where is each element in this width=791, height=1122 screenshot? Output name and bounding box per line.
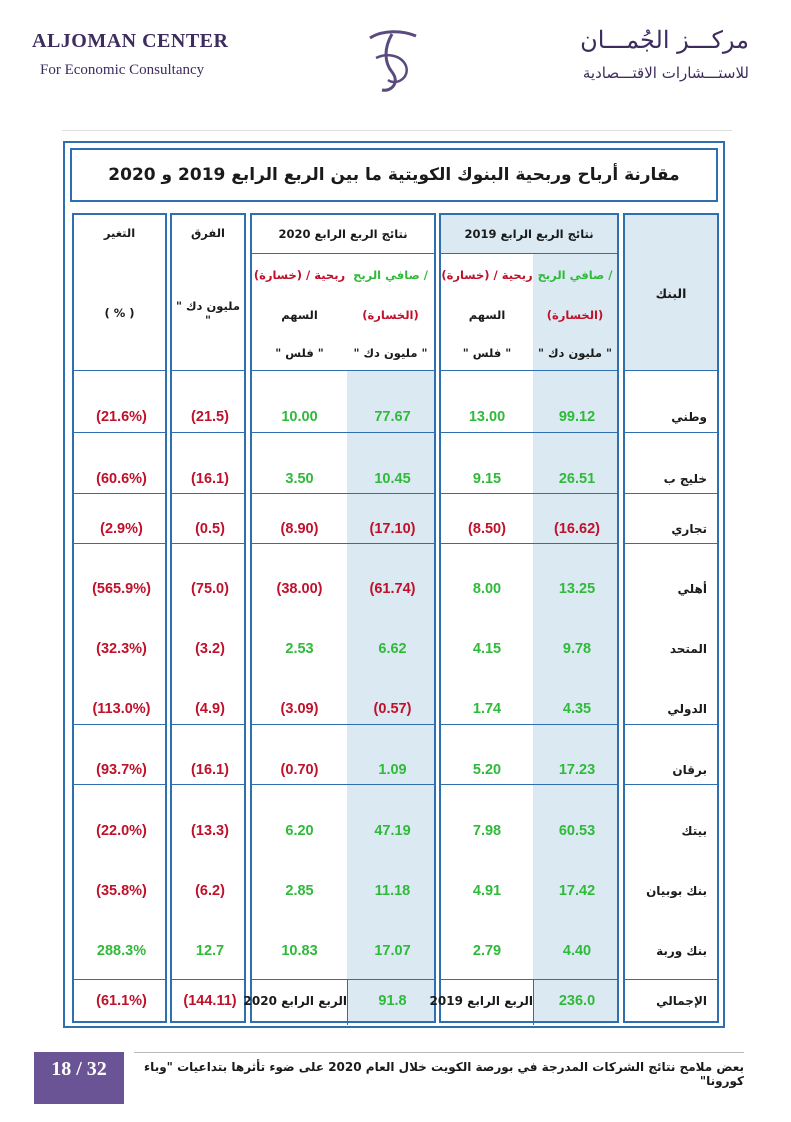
cell-change: (93.7%) (96, 762, 147, 778)
row-divider (252, 493, 434, 494)
cell-net-2019: 17.42 (558, 883, 596, 899)
cell-change: (2.9%) (100, 521, 143, 537)
cell-diff: (75.0) (191, 581, 229, 597)
row-divider (172, 784, 244, 785)
cell-diff: (0.5) (195, 521, 225, 537)
row-divider (172, 432, 244, 433)
cell-diff: 12.7 (195, 943, 225, 959)
header-net-2019: صافي الربح / (537, 268, 613, 282)
cell-net-2019: 60.53 (558, 823, 596, 839)
cell-eps-2019: 13.00 (468, 409, 506, 425)
cell-net-2019: 4.40 (562, 943, 592, 959)
cell-eps-2020: (38.00) (276, 581, 323, 597)
cell-eps-2020: 2.85 (285, 883, 314, 899)
cell-net-2020: (61.74) (369, 581, 416, 597)
cell-eps-2020: (0.70) (280, 762, 319, 778)
total-label-2019: الربع الرابع 2019 (429, 994, 533, 1008)
footer-caption: بعض ملامح نتائج الشركات المدرجة في بورصة الكويت خلال العام 2020 على ضوء تأثرها بتداعيات "وباء كورونا" (144, 1060, 744, 1088)
cell-net-2019: 13.25 (558, 581, 596, 597)
cell-eps-2020: 10.83 (281, 943, 318, 959)
cell-net-2020: 17.07 (374, 943, 411, 959)
cell-diff: (13.3) (191, 823, 229, 839)
cell-net-2020: 11.18 (374, 883, 411, 899)
row-divider (441, 724, 617, 725)
cell-bank-name: بيتك (681, 824, 707, 838)
cell-bank-name: خليج ب (663, 472, 707, 486)
company-name-en: ALJOMAN CENTER (32, 30, 229, 52)
cell-eps-2020: 2.53 (285, 641, 314, 657)
cell-bank-name: وطني (671, 410, 707, 424)
header-eps-2020: ربحية / (خسارة) (253, 268, 346, 282)
header-net-2020: صافي الربح / (353, 268, 428, 282)
cell-net-2020: 47.19 (374, 823, 411, 839)
header-eps-2019-l2: السهم (468, 308, 506, 322)
cell-change: (113.0%) (92, 701, 151, 717)
row-divider (74, 543, 165, 544)
comparison-table (63, 141, 725, 1028)
cell-net-2019: 4.35 (562, 701, 592, 717)
total-net-2020: 91.8 (378, 993, 407, 1009)
cell-bank-name: برقان (672, 763, 707, 777)
header-q4-2019: نتائج الربع الرابع 2019 (464, 227, 594, 241)
cell-eps-2019: 9.15 (472, 471, 502, 487)
cell-change: 288.3% (96, 943, 147, 959)
cell-net-2020: 10.45 (374, 471, 411, 487)
cell-bank-name: أهلي (677, 582, 707, 596)
column-q4-2020 (243, 213, 436, 1023)
cell-diff: (3.2) (195, 641, 225, 657)
header-net-2020-unit: " مليون دك " (353, 346, 428, 360)
cell-eps-2019: 1.74 (472, 701, 502, 717)
row-divider (74, 493, 165, 494)
header-net-2020-l2: (الخسارة) (362, 308, 419, 322)
footer-divider (134, 1052, 744, 1053)
row-divider (625, 784, 717, 785)
cell-net-2019: 26.51 (558, 471, 596, 487)
header-diff: الفرق (191, 226, 225, 240)
cell-bank-name: بنك بوبيان (646, 884, 707, 898)
header-diff-unit: " مليون دك " (176, 299, 240, 327)
cell-eps-2019: 4.91 (472, 883, 502, 899)
cell-eps-2019: 4.15 (472, 641, 502, 657)
cell-eps-2020: (3.09) (280, 701, 319, 717)
total-diff: (144.11) (183, 993, 237, 1009)
cell-net-2020: (17.10) (369, 521, 416, 537)
cell-eps-2019: 2.79 (472, 943, 502, 959)
cell-eps-2019: 8.00 (472, 581, 502, 597)
row-divider (441, 493, 617, 494)
row-divider (172, 493, 244, 494)
header-net-2019-unit: " مليون دك " (538, 346, 612, 360)
column-q4-2019 (429, 213, 619, 1023)
row-divider (172, 724, 244, 725)
column-diff (170, 213, 246, 1023)
company-subtitle-en: For Economic Consultancy (40, 62, 205, 78)
cell-eps-2020: (8.90) (280, 521, 319, 537)
row-divider (625, 543, 717, 544)
row-divider (252, 724, 434, 725)
company-name-ar: مركـــز الجُمـــان (580, 26, 749, 54)
cell-net-2019: (16.62) (554, 521, 600, 537)
row-divider (441, 432, 617, 433)
row-divider (252, 543, 434, 544)
row-divider (625, 493, 717, 494)
header-net-2019-l2: (الخسارة) (546, 308, 604, 322)
cell-change: (35.8%) (96, 883, 147, 899)
cell-bank-name: بنك وربة (656, 944, 707, 958)
page-number: 18 / 32 (34, 1052, 124, 1104)
cell-net-2019: 17.23 (558, 762, 596, 778)
row-divider (74, 724, 165, 725)
cell-eps-2019: 7.98 (472, 823, 502, 839)
row-divider (625, 432, 717, 433)
cell-eps-2019: (8.50) (468, 521, 506, 537)
cell-net-2020: 6.62 (378, 641, 407, 657)
cell-bank-name: الدولي (667, 702, 707, 716)
row-divider (625, 724, 717, 725)
cell-net-2020: (0.57) (373, 701, 412, 717)
cell-change: (22.0%) (96, 823, 147, 839)
cell-eps-2020: 3.50 (285, 471, 314, 487)
cell-bank-name: المتحد (669, 642, 707, 656)
cell-diff: (21.5) (191, 409, 229, 425)
company-subtitle-ar: للاستـــشارات الاقتـــصادية (582, 64, 749, 82)
row-divider (441, 784, 617, 785)
total-net-2019: 236.0 (558, 993, 596, 1009)
cell-net-2019: 9.78 (562, 641, 592, 657)
header-eps-2019-unit: " فلس " (462, 346, 512, 360)
header-bank: البنك (655, 285, 687, 301)
header-eps-2020-unit: " فلس " (275, 346, 324, 360)
company-logo (362, 28, 422, 94)
row-divider (252, 432, 434, 433)
header-q4-2020: نتائج الربع الرابع 2020 (278, 227, 408, 241)
row-divider (74, 432, 165, 433)
row-divider (74, 784, 165, 785)
column-bank (623, 213, 719, 1023)
row-divider (441, 543, 617, 544)
cell-net-2020: 77.67 (374, 409, 411, 425)
total-label-2020: الربع الرابع 2020 (243, 994, 347, 1008)
cell-diff: (6.2) (195, 883, 225, 899)
cell-net-2019: 99.12 (558, 409, 596, 425)
cell-bank-name: تجاري (671, 522, 707, 536)
cell-change: (60.6%) (96, 471, 147, 487)
cell-change: (32.3%) (96, 641, 147, 657)
header-change: التغير (103, 226, 136, 240)
total-divider (347, 979, 348, 1025)
total-label: الإجمالي (656, 994, 707, 1008)
header-divider (62, 130, 732, 131)
table-title: مقارنة أرباح وربحية البنوك الكويتية ما بين الربع الرابع 2019 و 2020 (70, 148, 718, 202)
cell-eps-2020: 10.00 (281, 409, 318, 425)
total-divider (533, 979, 534, 1025)
header-eps-2020-l2: السهم (281, 308, 318, 322)
row-divider (172, 543, 244, 544)
row-divider (252, 784, 434, 785)
cell-net-2020: 1.09 (378, 762, 407, 778)
column-change (72, 213, 167, 1023)
cell-change: (565.9%) (92, 581, 151, 597)
cell-eps-2019: 5.20 (472, 762, 502, 778)
cell-diff: (16.1) (191, 471, 229, 487)
cell-change: (21.6%) (96, 409, 147, 425)
cell-eps-2020: 6.20 (285, 823, 314, 839)
cell-diff: (16.1) (191, 762, 229, 778)
total-change: (61.1%) (96, 993, 147, 1009)
header-change-unit: ( % ) (104, 306, 135, 320)
header-eps-2019: ربحية / (خسارة) (441, 268, 533, 282)
cell-diff: (4.9) (195, 701, 225, 717)
